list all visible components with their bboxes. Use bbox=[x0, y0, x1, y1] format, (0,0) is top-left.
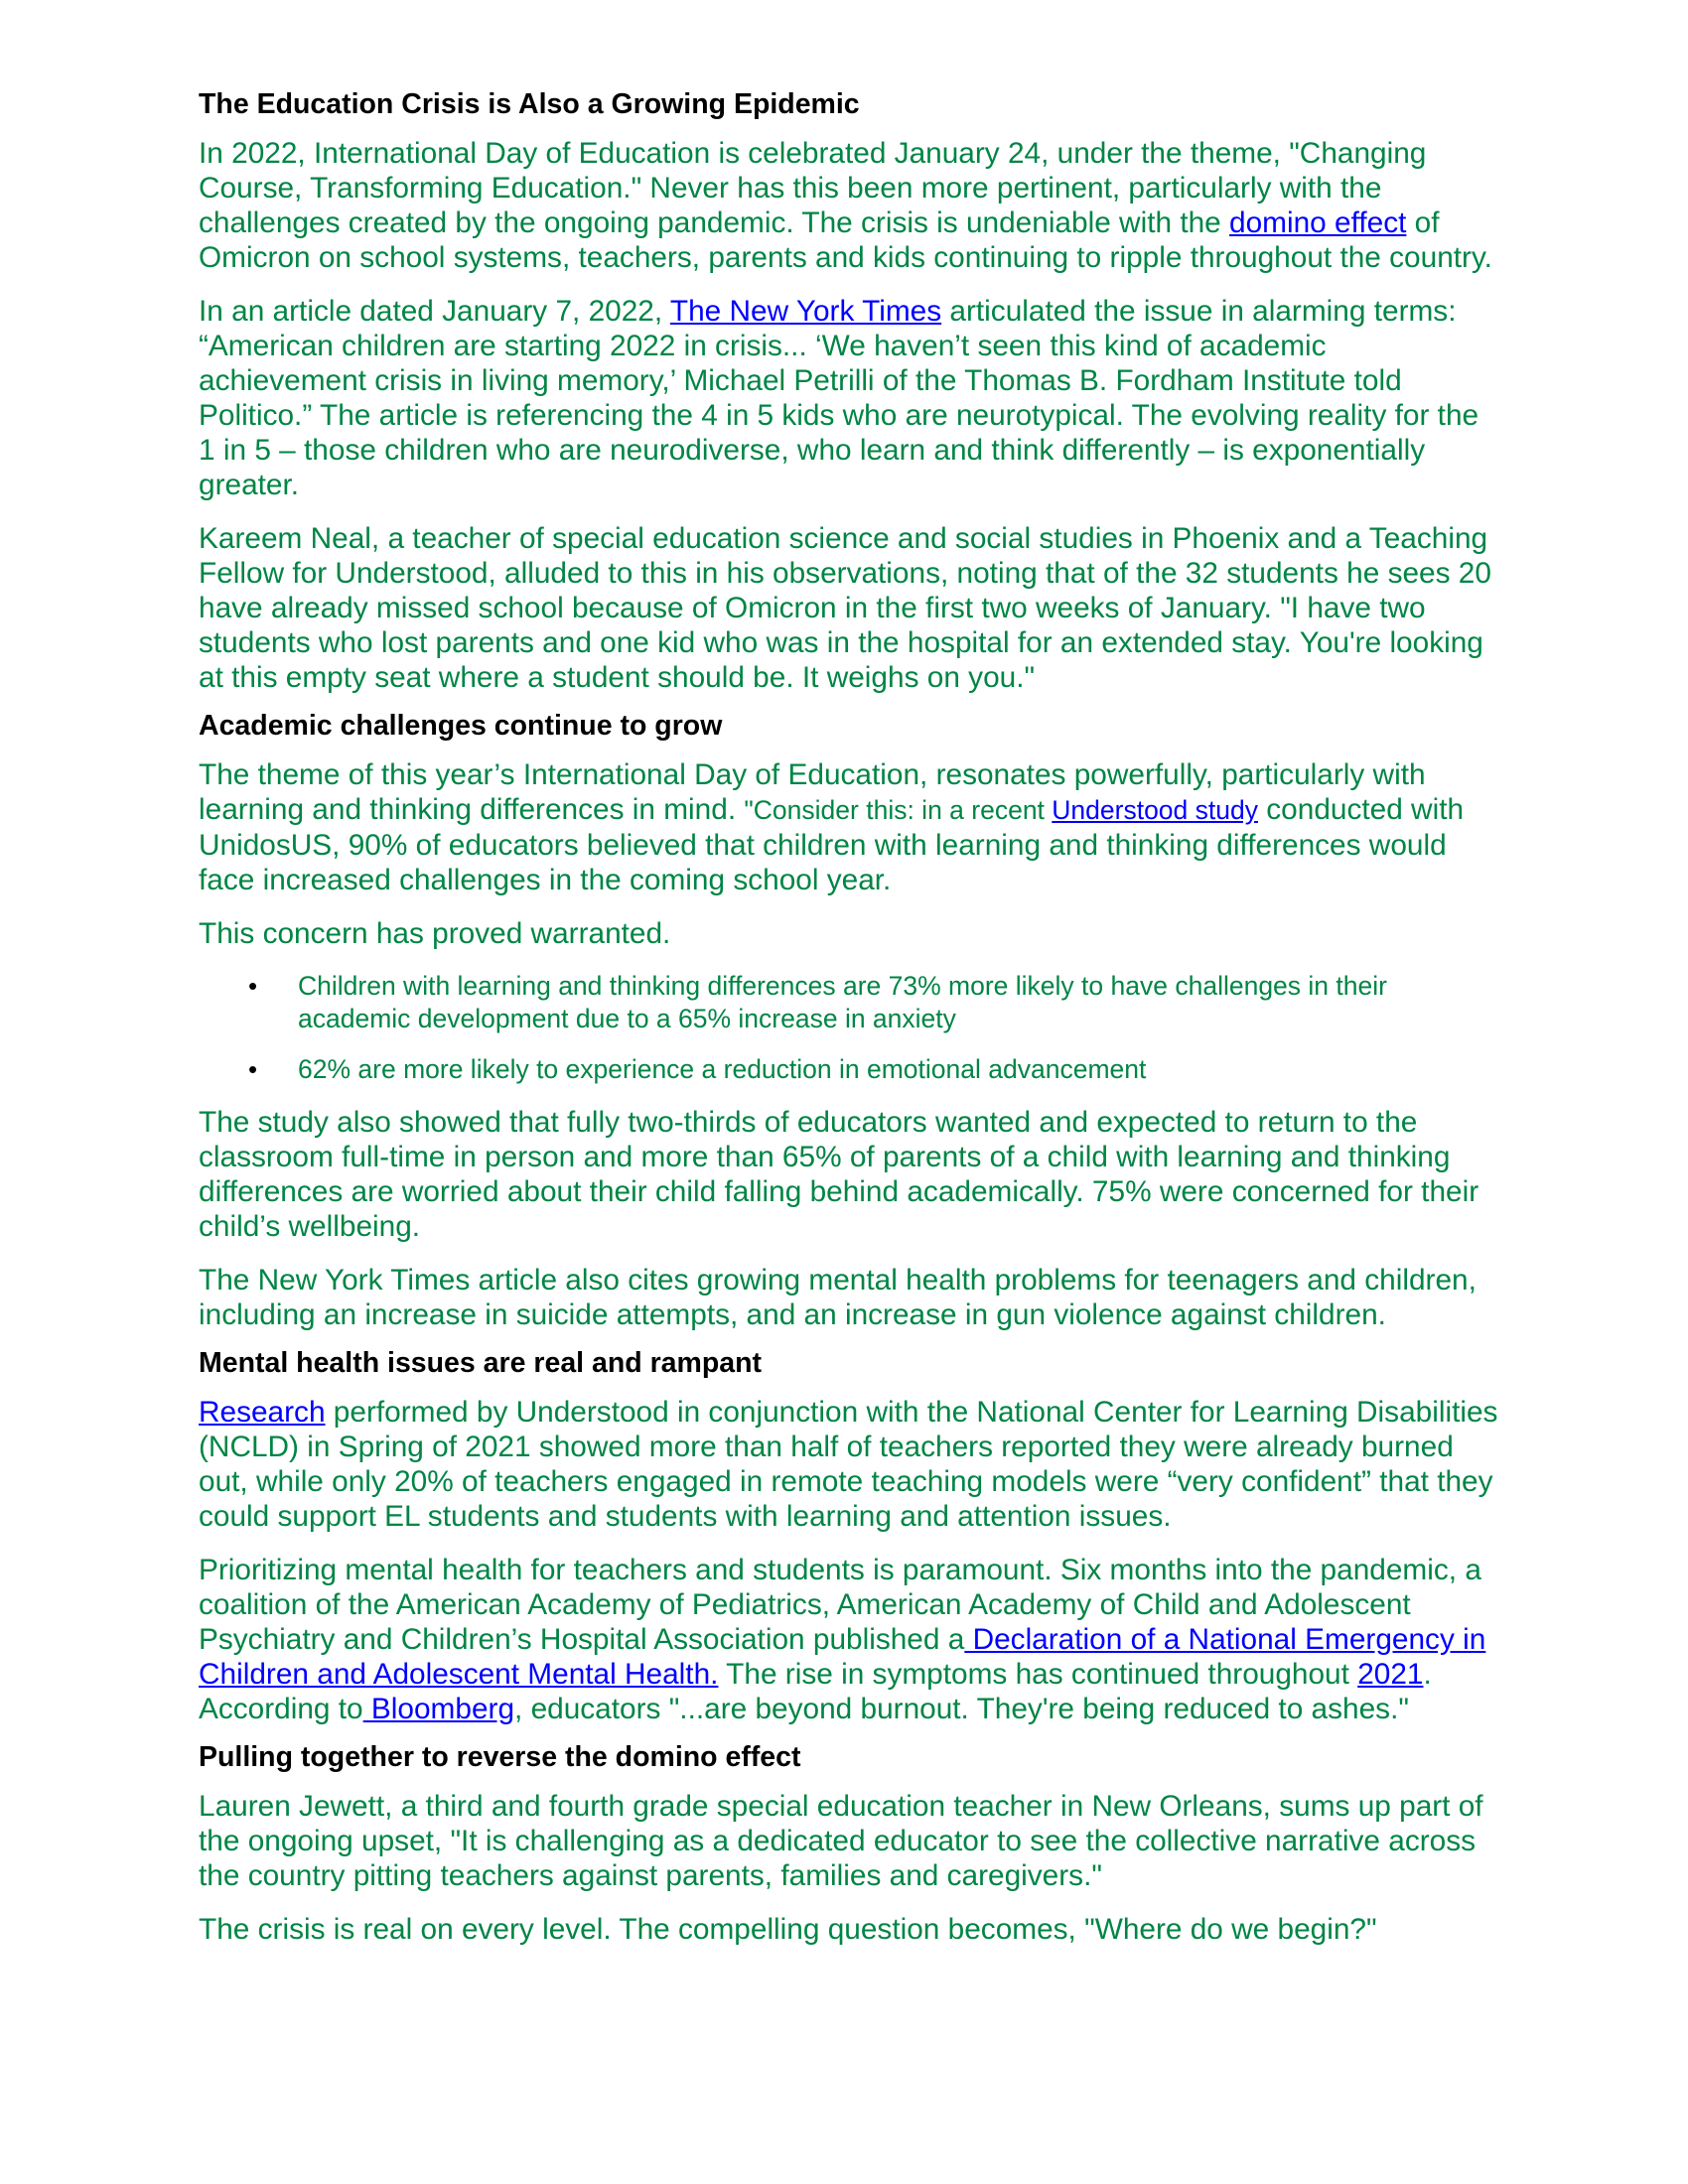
bullet-list bbox=[199, 970, 1499, 1086]
paragraph-text: performed by Understood in conjunction with the National Center for Learning Disabilities (NCLD) in Spring of 2021 showed more than half of teachers reported they were already burned out, while only 20% of teachers engaged in remote teaching models were “very confident” that they could support EL students and students with learning and attention issues. bbox=[199, 1396, 1498, 1533]
paragraph-text: articulated the issue in alarming terms: “American children are starting 2022 in crisis... ‘We haven’t seen this kind of academic achievement crisis in living memory,’ Michael Petrilli of the Thomas B. Fordham Institute told Politico.” The article is referencing the 4 in 5 kids who are neurotypical. The evolving reality for the 1 in 5 – those children who are neurodiverse, who learn and think differently – is exponentially greater. bbox=[199, 295, 1479, 501]
link-domino-effect[interactable]: domino effect bbox=[1229, 206, 1407, 239]
paragraph-nyt-article bbox=[199, 294, 1499, 502]
link-declaration[interactable]: Declaration of a National Emergency in Children and Adolescent Mental Health. bbox=[199, 1623, 1486, 1691]
paragraph-text: The theme of this year’s International Day of Education, resonates powerfully, particularly with learning and thinking differences in mind. bbox=[199, 758, 1426, 826]
document-page bbox=[199, 87, 1499, 1947]
paragraph-intro bbox=[199, 136, 1499, 275]
paragraph-text: , educators "...are beyond burnout. They're being reduced to ashes." bbox=[514, 1693, 1409, 1725]
paragraph-prioritizing bbox=[199, 1553, 1499, 1726]
heading-mental-health: Mental health issues are real and rampant bbox=[199, 1347, 763, 1379]
heading-pulling-together: Pulling together to reverse the domino effect bbox=[199, 1741, 801, 1773]
paragraph-theme bbox=[199, 757, 1499, 897]
list-item-text: Children with learning and thinking differences are 73% more likely to have challenges in their academic development due to a 65% increase in anxiety bbox=[298, 971, 1387, 1033]
paragraph-concern: This concern has proved warranted. bbox=[199, 917, 671, 950]
heading-education-crisis: The Education Crisis is Also a Growing Epidemic bbox=[199, 88, 860, 120]
link-understood-study[interactable]: Understood study bbox=[1052, 795, 1258, 825]
list-item bbox=[199, 1053, 1499, 1086]
paragraph-kareem-neal: Kareem Neal, a teacher of special education science and social studies in Phoenix and a Teaching Fellow for Understood, alluded to this in his observations, noting that of the 32 students he sees 20 have already missed school because of Omicron in the first two weeks of January. "I have two students who lost parents and one kid who was in the hospital for an extended stay. You're looking at this empty seat where a student should be. It weighs on you." bbox=[199, 522, 1491, 694]
heading-academic-challenges: Academic challenges continue to grow bbox=[199, 710, 723, 742]
paragraph-text: The rise in symptoms has continued throughout bbox=[718, 1658, 1358, 1691]
bullet-icon: • bbox=[248, 1054, 258, 1084]
paragraph-text: In an article dated January 7, 2022, bbox=[199, 295, 670, 328]
link-bloomberg[interactable]: Bloomberg bbox=[362, 1693, 515, 1725]
paragraph-text: . According to bbox=[199, 1658, 1432, 1725]
link-new-york-times[interactable]: The New York Times bbox=[669, 295, 942, 328]
link-research[interactable]: Research bbox=[199, 1396, 326, 1429]
paragraph-text: of Omicron on school systems, teachers, parents and kids continuing to ripple throughout the country. bbox=[199, 206, 1492, 274]
list-item bbox=[199, 970, 1499, 1035]
paragraph-text: conducted with UnidosUS, 90% of educators believed that children with learning and thinking differences would face increased challenges in the coming school year. bbox=[199, 793, 1465, 896]
paragraph-research bbox=[199, 1395, 1499, 1534]
paragraph-lauren-jewett: Lauren Jewett, a third and fourth grade special education teacher in New Orleans, sums up part of the ongoing upset, "It is challenging as a dedicated educator to see the collective narrative across the country pitting teachers against parents, families and caregivers." bbox=[199, 1790, 1483, 1892]
paragraph-text: In 2022, International Day of Education is celebrated January 24, under the theme, "Changing Course, Transforming Education." Never has this been more pertinent, particularly with the challenges created by the ongoing pandemic. The crisis is undeniable with the bbox=[199, 137, 1427, 239]
paragraph-study-results: The study also showed that fully two-thirds of educators wanted and expected to return to the classroom full-time in person and more than 65% of parents of a child with learning and thinking differences are worried about their child falling behind academically. 75% were concerned for their child’s wellbeing. bbox=[199, 1106, 1479, 1243]
bullet-icon: • bbox=[248, 971, 258, 1001]
paragraph-text: Prioritizing mental health for teachers and students is paramount. Six months into the pandemic, a coalition of the American Academy of Pediatrics, American Academy of Child and Adolescent Psychiatry and Children’s Hospital Association published a bbox=[199, 1554, 1481, 1656]
paragraph-text: "Consider this: in a recent bbox=[744, 795, 1053, 825]
paragraph-nyt-mental-health: The New York Times article also cites growing mental health problems for teenagers and children, including an increase in suicide attempts, and an increase in gun violence against children. bbox=[199, 1264, 1477, 1331]
list-item-text: 62% are more likely to experience a reduction in emotional advancement bbox=[298, 1054, 1147, 1084]
paragraph-crisis-question: The crisis is real on every level. The compelling question becomes, "Where do we begin?" bbox=[199, 1913, 1377, 1946]
link-2021[interactable]: 2021 bbox=[1357, 1658, 1424, 1691]
